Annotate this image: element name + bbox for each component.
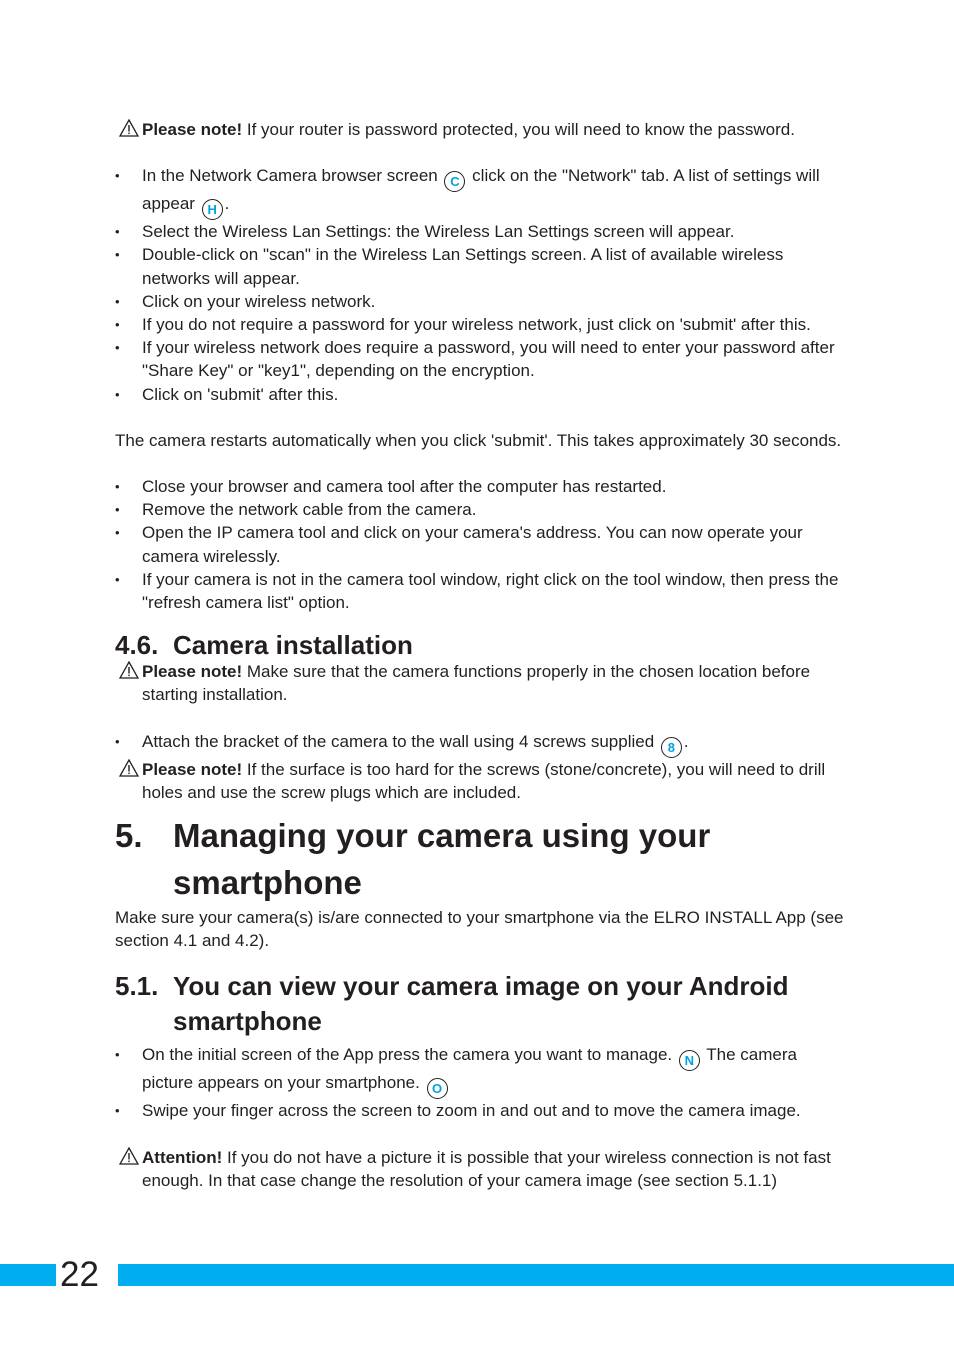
list-text: Attach the bracket of the camera to the wall using 4 screws supplied: [142, 731, 659, 751]
list-item: • Remove the network cable from the camera.: [115, 498, 845, 521]
section-number: 4.6.: [115, 630, 159, 661]
list-text: The camera picture appears on your smartphone.: [142, 1045, 797, 1093]
marker-8-icon: 8: [661, 737, 682, 758]
list-item: • If your camera is not in the camera tool window, right click on the tool window, then press the "refresh camera list" option.: [115, 568, 845, 614]
list-item: [115, 164, 845, 220]
note-text: Make sure that the camera functions properly in the chosen location before starting installation.: [142, 662, 811, 705]
network-steps-list: [115, 164, 845, 406]
list-text: In the Network Camera browser screen: [142, 166, 443, 186]
section-number: 5.1.: [115, 971, 159, 1002]
page-content: [115, 118, 845, 1192]
list-item: • Click on your wireless network.: [115, 290, 845, 313]
list-text: On the initial screen of the App press the camera you want to manage.: [142, 1045, 677, 1065]
list-item: • If you do not require a password for your wireless network, just click on 'submit' after this.: [115, 313, 845, 336]
note-surface: [115, 758, 845, 804]
chapter-heading-5: [115, 812, 845, 906]
note-attention: [115, 1146, 845, 1192]
list-item: • Select the Wireless Lan Settings: the Wireless Lan Settings screen will appear.: [115, 220, 845, 243]
page-number: 22: [60, 1255, 99, 1294]
warning-icon: [119, 661, 139, 679]
note-text: If your router is password protected, you will need to know the password.: [242, 120, 795, 139]
note-label: Attention!: [142, 1147, 223, 1167]
note-installation: [115, 660, 845, 706]
list-item: • Double-click on "scan" in the Wireless Lan Settings screen. A list of available wireless networks will appear.: [115, 243, 845, 289]
section-heading-5-1: [115, 969, 845, 1039]
marker-n-icon: N: [679, 1050, 700, 1071]
warning-icon: [119, 119, 139, 137]
android-steps-list: [115, 1043, 845, 1122]
section-heading-4-6: [115, 630, 845, 660]
marker-h-icon: H: [202, 199, 223, 220]
list-item: • Open the IP camera tool and click on your camera's address. You can now operate your camera wirelessly.: [115, 521, 845, 567]
list-item: • Swipe your finger across the screen to zoom in and out and to move the camera image.: [115, 1099, 845, 1122]
list-text: .: [683, 731, 689, 751]
warning-icon: [119, 759, 139, 777]
note-text: If the surface is too hard for the screws (stone/concrete), you will need to drill holes and use the screw plugs which are included.: [142, 759, 826, 802]
restart-paragraph: The camera restarts automatically when you click 'submit'. This takes approximately 30 seconds.: [115, 430, 842, 450]
marker-c-icon: C: [444, 171, 465, 192]
chapter-number: 5.: [115, 817, 143, 855]
finish-steps-list: [115, 475, 845, 614]
list-item: • Close your browser and camera tool after the computer has restarted.: [115, 475, 845, 498]
note-text: If you do not have a picture it is possible that your wireless connection is not fast enough. In that case change the resolution of your camera image (see section 5.1.1): [142, 1147, 831, 1190]
section-title: Camera installation: [173, 630, 413, 661]
list-text: click on the "Network" tab. A list of settings will appear: [142, 166, 820, 214]
list-item: [115, 1043, 845, 1099]
bracket-steps-list: [115, 730, 845, 758]
footer-bar-right: [118, 1264, 954, 1286]
note-label: Please note!: [142, 120, 243, 139]
marker-o-icon: O: [427, 1078, 448, 1099]
list-item: • If your wireless network does require a password, you will need to enter your password after "Share Key" or "key1", depending on the encryption.: [115, 336, 845, 382]
note-label: Please note!: [142, 759, 243, 779]
list-item: [115, 730, 845, 758]
footer-bar-left: [0, 1264, 56, 1286]
note-password: [115, 118, 845, 141]
note-label: Please note!: [142, 662, 243, 682]
smartphone-intro-paragraph: Make sure your camera(s) is/are connected to your smartphone via the ELRO INSTALL App (see section 4.1 and 4.2).: [115, 908, 844, 951]
section-title: You can view your camera image on your Android smartphone: [173, 971, 789, 1037]
list-item: • Click on 'submit' after this.: [115, 383, 845, 406]
list-text: .: [224, 194, 230, 214]
warning-icon: [119, 1147, 139, 1165]
chapter-title: Managing your camera using your smartphone: [173, 817, 711, 902]
